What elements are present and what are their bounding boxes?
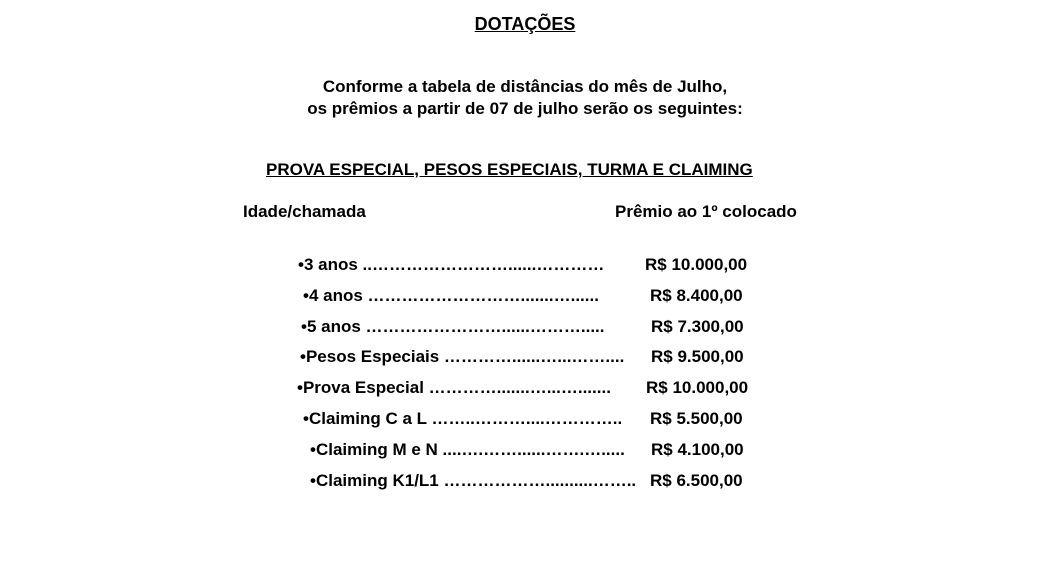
row-label: •3 anos ..……………………......………… [298,255,605,274]
row-value: R$ 8.400,00 [650,286,743,305]
page-title: DOTAÇÕES [474,14,576,34]
row-label: •Claiming M e N ....….……......…….…..... [310,440,625,459]
row-value: R$ 6.500,00 [650,471,743,490]
intro-line-2: os prêmios a partir de 07 de julho serão os seguintes: [307,99,743,118]
row-label: •Prova Especial ………….......…...…....... [297,378,611,397]
intro-line-1: Conforme a tabela de distâncias do mês de Julho, [322,77,728,96]
row-value: R$ 10.000,00 [646,378,749,397]
column-header-age: Idade/chamada [243,202,366,221]
row-value: R$ 9.500,00 [651,347,744,366]
row-label: •4 anos ……………………….......…...... [303,286,599,305]
row-label: •Claiming C a L ……..………....………….. [303,409,623,428]
row-label: •Claiming K1/L1 ………………..........…….. [310,471,637,490]
row-value: R$ 7.300,00 [651,317,744,336]
row-label: •5 anos ……………………......………..... [301,317,605,336]
section-heading: PROVA ESPECIAL, PESOS ESPECIAIS, TURMA E CLAIMING [266,160,753,179]
row-value: R$ 10.000,00 [645,255,748,274]
column-header-prize: Prêmio ao 1º colocado [615,202,797,221]
row-value: R$ 4.100,00 [651,440,744,459]
row-label: •Pesos Especiais …………......…...…….... [300,347,625,366]
row-value: R$ 5.500,00 [650,409,743,428]
